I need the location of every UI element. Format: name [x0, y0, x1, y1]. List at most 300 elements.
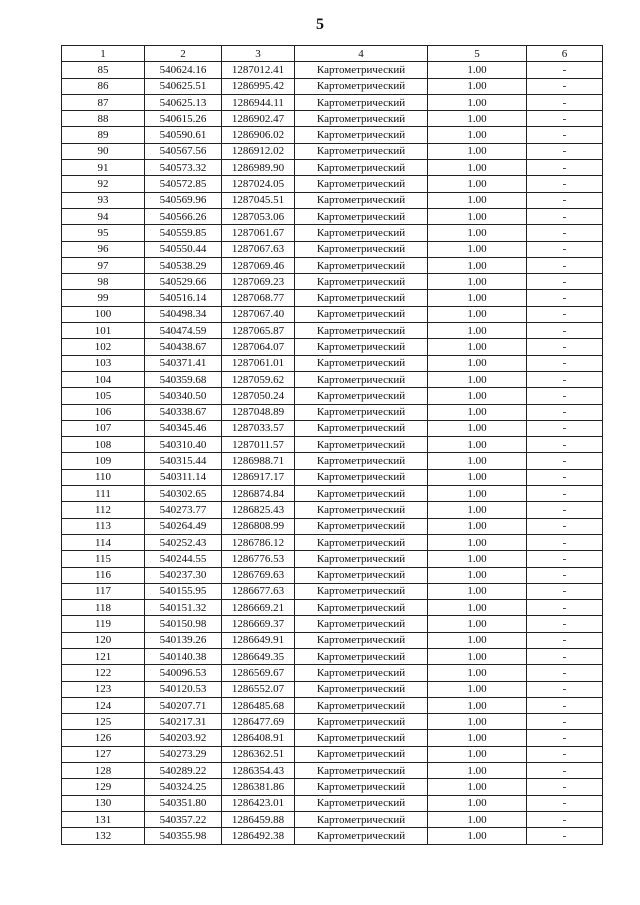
accuracy-cell: 1.00 — [428, 567, 527, 583]
table-row — [62, 274, 603, 290]
x-coordinate-cell: 540359.68 — [145, 371, 222, 387]
method-cell: Картометрический — [295, 600, 428, 616]
note-cell: - — [527, 453, 603, 469]
x-coordinate-cell: 540324.25 — [145, 779, 222, 795]
y-coordinate-cell: 1286776.53 — [222, 551, 295, 567]
table-row — [62, 241, 603, 257]
x-coordinate-cell: 540567.56 — [145, 143, 222, 159]
method-cell: Картометрический — [295, 795, 428, 811]
method-cell: Картометрический — [295, 567, 428, 583]
note-cell: - — [527, 763, 603, 779]
x-coordinate-cell: 540516.14 — [145, 290, 222, 306]
y-coordinate-cell: 1287059.62 — [222, 371, 295, 387]
table-row — [62, 534, 603, 550]
y-coordinate-cell: 1286669.21 — [222, 600, 295, 616]
x-coordinate-cell: 540357.22 — [145, 811, 222, 827]
y-coordinate-cell: 1286381.86 — [222, 779, 295, 795]
table-row — [62, 811, 603, 827]
note-cell: - — [527, 225, 603, 241]
table-row — [62, 143, 603, 159]
note-cell: - — [527, 127, 603, 143]
accuracy-cell: 1.00 — [428, 437, 527, 453]
method-cell: Картометрический — [295, 763, 428, 779]
x-coordinate-cell: 540538.29 — [145, 257, 222, 273]
table-row — [62, 355, 603, 371]
x-coordinate-cell: 540139.26 — [145, 632, 222, 648]
table-row — [62, 551, 603, 567]
point-number-cell: 87 — [62, 94, 145, 110]
table-row — [62, 404, 603, 420]
y-coordinate-cell: 1286989.90 — [222, 160, 295, 176]
note-cell: - — [527, 62, 603, 78]
point-number-cell: 117 — [62, 583, 145, 599]
accuracy-cell: 1.00 — [428, 795, 527, 811]
accuracy-cell: 1.00 — [428, 208, 527, 224]
point-number-cell: 89 — [62, 127, 145, 143]
y-coordinate-cell: 1287024.05 — [222, 176, 295, 192]
accuracy-cell: 1.00 — [428, 714, 527, 730]
x-coordinate-cell: 540340.50 — [145, 388, 222, 404]
point-number-cell: 120 — [62, 632, 145, 648]
note-cell: - — [527, 208, 603, 224]
note-cell: - — [527, 290, 603, 306]
accuracy-cell: 1.00 — [428, 339, 527, 355]
point-number-cell: 102 — [62, 339, 145, 355]
y-coordinate-cell: 1286649.91 — [222, 632, 295, 648]
y-coordinate-cell: 1287053.06 — [222, 208, 295, 224]
note-cell: - — [527, 192, 603, 208]
method-cell: Картометрический — [295, 62, 428, 78]
y-coordinate-cell: 1286408.91 — [222, 730, 295, 746]
note-cell: - — [527, 648, 603, 664]
note-cell: - — [527, 714, 603, 730]
y-coordinate-cell: 1286786.12 — [222, 534, 295, 550]
table-row — [62, 730, 603, 746]
note-cell: - — [527, 811, 603, 827]
accuracy-cell: 1.00 — [428, 111, 527, 127]
table-row — [62, 127, 603, 143]
x-coordinate-cell: 540625.13 — [145, 94, 222, 110]
method-cell: Картометрический — [295, 143, 428, 159]
point-number-cell: 124 — [62, 697, 145, 713]
accuracy-cell: 1.00 — [428, 453, 527, 469]
y-coordinate-cell: 1286917.17 — [222, 469, 295, 485]
y-coordinate-cell: 1287067.63 — [222, 241, 295, 257]
accuracy-cell: 1.00 — [428, 681, 527, 697]
method-cell: Картометрический — [295, 486, 428, 502]
x-coordinate-cell: 540355.98 — [145, 828, 222, 844]
table-row — [62, 94, 603, 110]
point-number-cell: 108 — [62, 437, 145, 453]
x-coordinate-cell: 540573.32 — [145, 160, 222, 176]
point-number-cell: 94 — [62, 208, 145, 224]
x-coordinate-cell: 540244.55 — [145, 551, 222, 567]
note-cell: - — [527, 78, 603, 94]
x-coordinate-cell: 540474.59 — [145, 323, 222, 339]
note-cell: - — [527, 600, 603, 616]
point-number-cell: 110 — [62, 469, 145, 485]
y-coordinate-cell: 1287061.67 — [222, 225, 295, 241]
table-row — [62, 828, 603, 844]
y-coordinate-cell: 1286874.84 — [222, 486, 295, 502]
accuracy-cell: 1.00 — [428, 62, 527, 78]
table-row — [62, 583, 603, 599]
y-coordinate-cell: 1287050.24 — [222, 388, 295, 404]
x-coordinate-cell: 540625.51 — [145, 78, 222, 94]
y-coordinate-cell: 1287011.57 — [222, 437, 295, 453]
y-coordinate-cell: 1286362.51 — [222, 746, 295, 762]
page-number: 5 — [316, 16, 324, 33]
point-number-cell: 93 — [62, 192, 145, 208]
note-cell: - — [527, 323, 603, 339]
y-coordinate-cell: 1287012.41 — [222, 62, 295, 78]
table-body — [62, 62, 603, 844]
accuracy-cell: 1.00 — [428, 290, 527, 306]
table-row — [62, 486, 603, 502]
accuracy-cell: 1.00 — [428, 160, 527, 176]
method-cell: Картометрический — [295, 534, 428, 550]
note-cell: - — [527, 274, 603, 290]
point-number-cell: 123 — [62, 681, 145, 697]
x-coordinate-cell: 540273.77 — [145, 502, 222, 518]
point-number-cell: 111 — [62, 486, 145, 502]
point-number-cell: 121 — [62, 648, 145, 664]
table-row — [62, 323, 603, 339]
method-cell: Картометрический — [295, 420, 428, 436]
y-coordinate-cell: 1286459.88 — [222, 811, 295, 827]
table-row — [62, 420, 603, 436]
accuracy-cell: 1.00 — [428, 616, 527, 632]
table-row — [62, 306, 603, 322]
point-number-cell: 98 — [62, 274, 145, 290]
note-cell: - — [527, 502, 603, 518]
column-header: 6 — [527, 46, 603, 62]
x-coordinate-cell: 540438.67 — [145, 339, 222, 355]
x-coordinate-cell: 540120.53 — [145, 681, 222, 697]
y-coordinate-cell: 1287048.89 — [222, 404, 295, 420]
x-coordinate-cell: 540572.85 — [145, 176, 222, 192]
y-coordinate-cell: 1286988.71 — [222, 453, 295, 469]
point-number-cell: 85 — [62, 62, 145, 78]
accuracy-cell: 1.00 — [428, 257, 527, 273]
x-coordinate-cell: 540217.31 — [145, 714, 222, 730]
accuracy-cell: 1.00 — [428, 502, 527, 518]
note-cell: - — [527, 371, 603, 387]
point-number-cell: 127 — [62, 746, 145, 762]
x-coordinate-cell: 540590.61 — [145, 127, 222, 143]
coordinates-table — [61, 45, 603, 845]
table-row — [62, 160, 603, 176]
x-coordinate-cell: 540550.44 — [145, 241, 222, 257]
y-coordinate-cell: 1286477.69 — [222, 714, 295, 730]
note-cell: - — [527, 143, 603, 159]
method-cell: Картометрический — [295, 632, 428, 648]
table-row — [62, 469, 603, 485]
table-row — [62, 371, 603, 387]
point-number-cell: 96 — [62, 241, 145, 257]
accuracy-cell: 1.00 — [428, 665, 527, 681]
note-cell: - — [527, 388, 603, 404]
point-number-cell: 115 — [62, 551, 145, 567]
x-coordinate-cell: 540203.92 — [145, 730, 222, 746]
y-coordinate-cell: 1286825.43 — [222, 502, 295, 518]
table-row — [62, 697, 603, 713]
note-cell: - — [527, 795, 603, 811]
note-cell: - — [527, 746, 603, 762]
method-cell: Картометрический — [295, 78, 428, 94]
x-coordinate-cell: 540315.44 — [145, 453, 222, 469]
method-cell: Картометрический — [295, 290, 428, 306]
column-header: 3 — [222, 46, 295, 62]
note-cell: - — [527, 306, 603, 322]
accuracy-cell: 1.00 — [428, 779, 527, 795]
method-cell: Картометрический — [295, 502, 428, 518]
method-cell: Картометрический — [295, 453, 428, 469]
method-cell: Картометрический — [295, 404, 428, 420]
y-coordinate-cell: 1286944.11 — [222, 94, 295, 110]
method-cell: Картометрический — [295, 371, 428, 387]
note-cell: - — [527, 437, 603, 453]
accuracy-cell: 1.00 — [428, 600, 527, 616]
y-coordinate-cell: 1286552.07 — [222, 681, 295, 697]
x-coordinate-cell: 540310.40 — [145, 437, 222, 453]
table-row — [62, 779, 603, 795]
point-number-cell: 118 — [62, 600, 145, 616]
column-header: 1 — [62, 46, 145, 62]
table-row — [62, 681, 603, 697]
accuracy-cell: 1.00 — [428, 323, 527, 339]
note-cell: - — [527, 779, 603, 795]
point-number-cell: 100 — [62, 306, 145, 322]
y-coordinate-cell: 1286902.47 — [222, 111, 295, 127]
x-coordinate-cell: 540155.95 — [145, 583, 222, 599]
method-cell: Картометрический — [295, 355, 428, 371]
method-cell: Картометрический — [295, 94, 428, 110]
table-row — [62, 502, 603, 518]
point-number-cell: 116 — [62, 567, 145, 583]
note-cell: - — [527, 241, 603, 257]
method-cell: Картометрический — [295, 127, 428, 143]
point-number-cell: 122 — [62, 665, 145, 681]
note-cell: - — [527, 94, 603, 110]
accuracy-cell: 1.00 — [428, 241, 527, 257]
note-cell: - — [527, 355, 603, 371]
x-coordinate-cell: 540498.34 — [145, 306, 222, 322]
accuracy-cell: 1.00 — [428, 697, 527, 713]
y-coordinate-cell: 1286669.37 — [222, 616, 295, 632]
accuracy-cell: 1.00 — [428, 486, 527, 502]
y-coordinate-cell: 1287069.46 — [222, 257, 295, 273]
method-cell: Картометрический — [295, 583, 428, 599]
x-coordinate-cell: 540311.14 — [145, 469, 222, 485]
accuracy-cell: 1.00 — [428, 551, 527, 567]
y-coordinate-cell: 1286906.02 — [222, 127, 295, 143]
method-cell: Картометрический — [295, 779, 428, 795]
x-coordinate-cell: 540151.32 — [145, 600, 222, 616]
column-header: 2 — [145, 46, 222, 62]
column-header: 5 — [428, 46, 527, 62]
accuracy-cell: 1.00 — [428, 388, 527, 404]
note-cell: - — [527, 697, 603, 713]
y-coordinate-cell: 1287065.87 — [222, 323, 295, 339]
x-coordinate-cell: 540252.43 — [145, 534, 222, 550]
method-cell: Картометрический — [295, 274, 428, 290]
accuracy-cell: 1.00 — [428, 811, 527, 827]
point-number-cell: 86 — [62, 78, 145, 94]
accuracy-cell: 1.00 — [428, 274, 527, 290]
note-cell: - — [527, 420, 603, 436]
table-row — [62, 795, 603, 811]
point-number-cell: 106 — [62, 404, 145, 420]
method-cell: Картометрический — [295, 323, 428, 339]
y-coordinate-cell: 1286569.67 — [222, 665, 295, 681]
table-row — [62, 78, 603, 94]
x-coordinate-cell: 540624.16 — [145, 62, 222, 78]
point-number-cell: 92 — [62, 176, 145, 192]
y-coordinate-cell: 1286995.42 — [222, 78, 295, 94]
table-row — [62, 208, 603, 224]
accuracy-cell: 1.00 — [428, 176, 527, 192]
note-cell: - — [527, 681, 603, 697]
y-coordinate-cell: 1287068.77 — [222, 290, 295, 306]
x-coordinate-cell: 540529.66 — [145, 274, 222, 290]
note-cell: - — [527, 486, 603, 502]
accuracy-cell: 1.00 — [428, 371, 527, 387]
x-coordinate-cell: 540150.98 — [145, 616, 222, 632]
point-number-cell: 105 — [62, 388, 145, 404]
table-header-row — [62, 46, 603, 62]
note-cell: - — [527, 665, 603, 681]
point-number-cell: 97 — [62, 257, 145, 273]
method-cell: Картометрический — [295, 697, 428, 713]
note-cell: - — [527, 583, 603, 599]
note-cell: - — [527, 176, 603, 192]
accuracy-cell: 1.00 — [428, 828, 527, 844]
method-cell: Картометрический — [295, 730, 428, 746]
y-coordinate-cell: 1286423.01 — [222, 795, 295, 811]
method-cell: Картометрический — [295, 339, 428, 355]
x-coordinate-cell: 540566.26 — [145, 208, 222, 224]
method-cell: Картометрический — [295, 306, 428, 322]
point-number-cell: 113 — [62, 518, 145, 534]
y-coordinate-cell: 1287067.40 — [222, 306, 295, 322]
x-coordinate-cell: 540237.30 — [145, 567, 222, 583]
x-coordinate-cell: 540302.65 — [145, 486, 222, 502]
method-cell: Картометрический — [295, 811, 428, 827]
table-row — [62, 714, 603, 730]
x-coordinate-cell: 540615.26 — [145, 111, 222, 127]
note-cell: - — [527, 828, 603, 844]
column-header: 4 — [295, 46, 428, 62]
method-cell: Картометрический — [295, 192, 428, 208]
table-row — [62, 111, 603, 127]
point-number-cell: 107 — [62, 420, 145, 436]
note-cell: - — [527, 518, 603, 534]
point-number-cell: 104 — [62, 371, 145, 387]
y-coordinate-cell: 1286649.35 — [222, 648, 295, 664]
table-row — [62, 192, 603, 208]
method-cell: Картометрический — [295, 437, 428, 453]
method-cell: Картометрический — [295, 665, 428, 681]
method-cell: Картометрический — [295, 208, 428, 224]
table-row — [62, 290, 603, 306]
method-cell: Картометрический — [295, 681, 428, 697]
x-coordinate-cell: 540338.67 — [145, 404, 222, 420]
table-row — [62, 648, 603, 664]
x-coordinate-cell: 540569.96 — [145, 192, 222, 208]
method-cell: Картометрический — [295, 469, 428, 485]
y-coordinate-cell: 1286354.43 — [222, 763, 295, 779]
point-number-cell: 88 — [62, 111, 145, 127]
accuracy-cell: 1.00 — [428, 306, 527, 322]
note-cell: - — [527, 404, 603, 420]
point-number-cell: 95 — [62, 225, 145, 241]
accuracy-cell: 1.00 — [428, 404, 527, 420]
point-number-cell: 126 — [62, 730, 145, 746]
point-number-cell: 101 — [62, 323, 145, 339]
method-cell: Картометрический — [295, 241, 428, 257]
method-cell: Картометрический — [295, 518, 428, 534]
x-coordinate-cell: 540096.53 — [145, 665, 222, 681]
point-number-cell: 130 — [62, 795, 145, 811]
note-cell: - — [527, 469, 603, 485]
x-coordinate-cell: 540289.22 — [145, 763, 222, 779]
table-row — [62, 62, 603, 78]
y-coordinate-cell: 1286769.63 — [222, 567, 295, 583]
method-cell: Картометрический — [295, 714, 428, 730]
method-cell: Картометрический — [295, 388, 428, 404]
method-cell: Картометрический — [295, 648, 428, 664]
accuracy-cell: 1.00 — [428, 127, 527, 143]
point-number-cell: 91 — [62, 160, 145, 176]
x-coordinate-cell: 540351.80 — [145, 795, 222, 811]
point-number-cell: 109 — [62, 453, 145, 469]
accuracy-cell: 1.00 — [428, 648, 527, 664]
method-cell: Картометрический — [295, 828, 428, 844]
point-number-cell: 90 — [62, 143, 145, 159]
method-cell: Картометрический — [295, 616, 428, 632]
accuracy-cell: 1.00 — [428, 518, 527, 534]
table-row — [62, 257, 603, 273]
y-coordinate-cell: 1286492.38 — [222, 828, 295, 844]
point-number-cell: 125 — [62, 714, 145, 730]
method-cell: Картометрический — [295, 176, 428, 192]
accuracy-cell: 1.00 — [428, 355, 527, 371]
x-coordinate-cell: 540140.38 — [145, 648, 222, 664]
note-cell: - — [527, 632, 603, 648]
note-cell: - — [527, 730, 603, 746]
method-cell: Картометрический — [295, 746, 428, 762]
note-cell: - — [527, 160, 603, 176]
point-number-cell: 129 — [62, 779, 145, 795]
y-coordinate-cell: 1287045.51 — [222, 192, 295, 208]
y-coordinate-cell: 1286912.02 — [222, 143, 295, 159]
point-number-cell: 131 — [62, 811, 145, 827]
table-row — [62, 453, 603, 469]
table-row — [62, 567, 603, 583]
x-coordinate-cell: 540264.49 — [145, 518, 222, 534]
x-coordinate-cell: 540207.71 — [145, 697, 222, 713]
point-number-cell: 112 — [62, 502, 145, 518]
x-coordinate-cell: 540345.46 — [145, 420, 222, 436]
note-cell: - — [527, 567, 603, 583]
note-cell: - — [527, 257, 603, 273]
accuracy-cell: 1.00 — [428, 192, 527, 208]
note-cell: - — [527, 551, 603, 567]
accuracy-cell: 1.00 — [428, 632, 527, 648]
accuracy-cell: 1.00 — [428, 583, 527, 599]
table-row — [62, 518, 603, 534]
